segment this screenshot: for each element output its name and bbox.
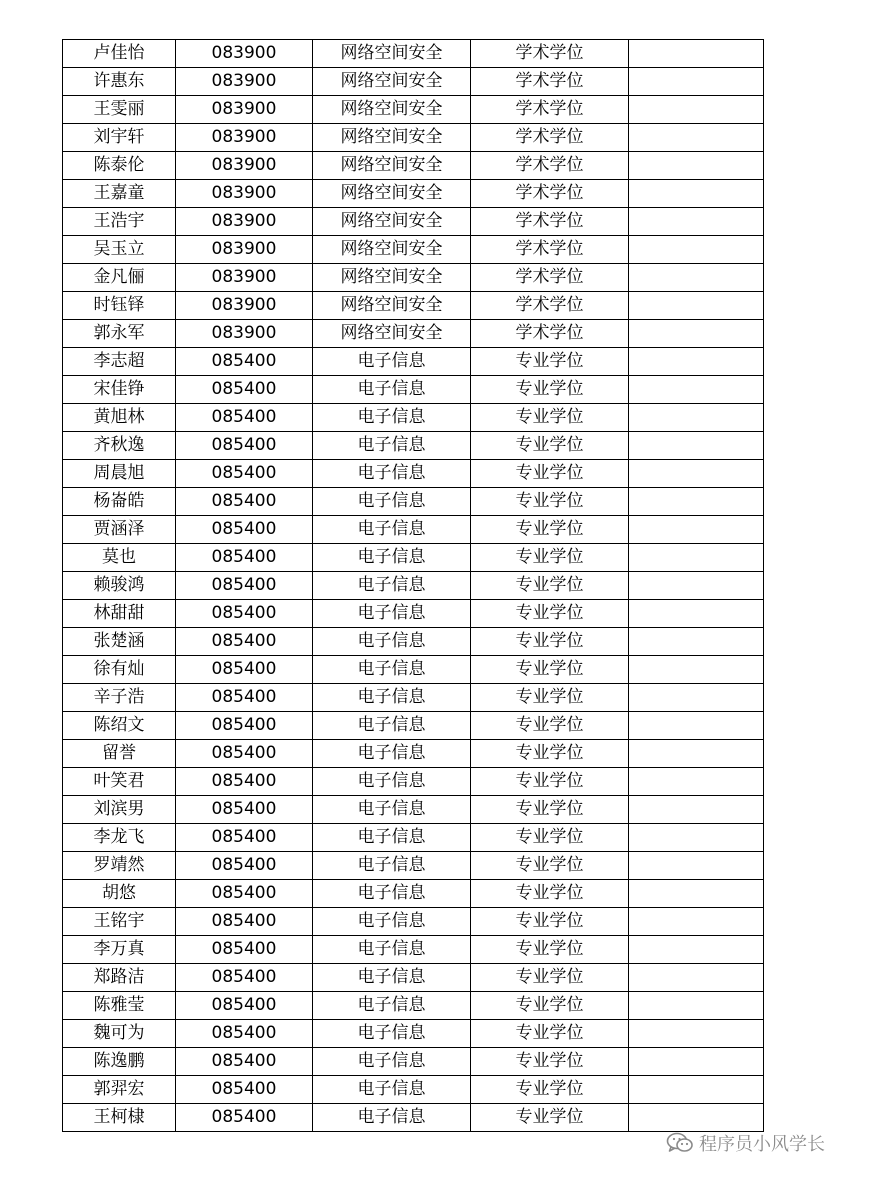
table-row [63,376,764,404]
cell-remarks [629,796,764,824]
cell-remarks [629,488,764,516]
cell-name: 郭羿宏 [63,1076,176,1104]
cell-remarks [629,404,764,432]
cell-remarks [629,516,764,544]
cell-major: 电子信息 [313,600,471,628]
cell-remarks [629,1076,764,1104]
cell-code: 085400 [176,348,313,376]
cell-remarks [629,908,764,936]
cell-name: 王铭宇 [63,908,176,936]
cell-code: 085400 [176,1104,313,1132]
cell-degree-type: 专业学位 [471,404,629,432]
cell-degree-type: 学术学位 [471,236,629,264]
cell-degree-type: 专业学位 [471,936,629,964]
cell-degree-type: 专业学位 [471,992,629,1020]
cell-code: 085400 [176,992,313,1020]
roster-table-body [63,40,764,1132]
cell-remarks [629,964,764,992]
cell-remarks [629,320,764,348]
cell-name: 叶笑君 [63,768,176,796]
table-row [63,712,764,740]
cell-name: 许惠东 [63,68,176,96]
cell-degree-type: 专业学位 [471,600,629,628]
table-row [63,264,764,292]
cell-name: 黄旭林 [63,404,176,432]
cell-name: 王柯棣 [63,1104,176,1132]
cell-code: 085400 [176,824,313,852]
cell-degree-type: 学术学位 [471,180,629,208]
table-row [63,180,764,208]
cell-remarks [629,1048,764,1076]
cell-name: 魏可为 [63,1020,176,1048]
table-row [63,348,764,376]
cell-degree-type: 专业学位 [471,712,629,740]
cell-major: 电子信息 [313,964,471,992]
cell-major: 电子信息 [313,1048,471,1076]
cell-code: 085400 [176,964,313,992]
cell-degree-type: 专业学位 [471,628,629,656]
cell-code: 083900 [176,292,313,320]
wechat-icon [666,1131,694,1155]
cell-code: 085400 [176,712,313,740]
cell-major: 电子信息 [313,628,471,656]
cell-remarks [629,348,764,376]
table-row [63,544,764,572]
cell-major: 电子信息 [313,404,471,432]
table-row [63,40,764,68]
cell-name: 张楚涵 [63,628,176,656]
cell-major: 电子信息 [313,908,471,936]
cell-remarks [629,460,764,488]
table-row [63,740,764,768]
cell-code: 085400 [176,376,313,404]
cell-degree-type: 专业学位 [471,460,629,488]
cell-code: 083900 [176,40,313,68]
table-row [63,1076,764,1104]
cell-major: 电子信息 [313,656,471,684]
cell-code: 085400 [176,628,313,656]
cell-name: 李志超 [63,348,176,376]
cell-degree-type: 学术学位 [471,264,629,292]
cell-name: 罗靖然 [63,852,176,880]
cell-remarks [629,824,764,852]
cell-degree-type: 学术学位 [471,152,629,180]
cell-remarks [629,656,764,684]
table-row [63,600,764,628]
cell-degree-type: 学术学位 [471,320,629,348]
cell-remarks [629,628,764,656]
cell-code: 083900 [176,96,313,124]
cell-code: 083900 [176,320,313,348]
cell-major: 电子信息 [313,544,471,572]
cell-major: 电子信息 [313,1020,471,1048]
cell-degree-type: 专业学位 [471,516,629,544]
cell-major: 网络空间安全 [313,320,471,348]
cell-name: 陈绍文 [63,712,176,740]
cell-degree-type: 专业学位 [471,544,629,572]
cell-degree-type: 专业学位 [471,740,629,768]
cell-major: 电子信息 [313,992,471,1020]
cell-name: 王浩宇 [63,208,176,236]
cell-remarks [629,768,764,796]
cell-name: 徐有灿 [63,656,176,684]
cell-degree-type: 学术学位 [471,292,629,320]
roster-table [62,39,764,1132]
cell-code: 085400 [176,908,313,936]
cell-code: 085400 [176,768,313,796]
table-row [63,292,764,320]
cell-name: 王雯丽 [63,96,176,124]
cell-name: 杨崙皓 [63,488,176,516]
cell-name: 周晨旭 [63,460,176,488]
cell-degree-type: 专业学位 [471,852,629,880]
cell-degree-type: 专业学位 [471,908,629,936]
cell-code: 085400 [176,544,313,572]
cell-code: 085400 [176,740,313,768]
cell-code: 085400 [176,572,313,600]
cell-degree-type: 专业学位 [471,376,629,404]
cell-remarks [629,180,764,208]
table-row [63,1104,764,1132]
cell-name: 时钰铎 [63,292,176,320]
cell-major: 电子信息 [313,1076,471,1104]
cell-code: 085400 [176,684,313,712]
table-row [63,124,764,152]
cell-name: 齐秋逸 [63,432,176,460]
cell-major: 网络空间安全 [313,208,471,236]
cell-name: 郭永军 [63,320,176,348]
cell-remarks [629,432,764,460]
table-row [63,992,764,1020]
table-row [63,404,764,432]
cell-major: 电子信息 [313,880,471,908]
cell-code: 085400 [176,796,313,824]
cell-major: 电子信息 [313,796,471,824]
cell-degree-type: 专业学位 [471,1076,629,1104]
cell-name: 莫也 [63,544,176,572]
table-row [63,516,764,544]
cell-remarks [629,40,764,68]
cell-name: 吴玉立 [63,236,176,264]
cell-degree-type: 专业学位 [471,1048,629,1076]
cell-remarks [629,1020,764,1048]
cell-remarks [629,68,764,96]
table-row [63,880,764,908]
cell-code: 083900 [176,180,313,208]
cell-remarks [629,572,764,600]
cell-code: 085400 [176,1020,313,1048]
cell-remarks [629,880,764,908]
cell-code: 085400 [176,432,313,460]
cell-major: 网络空间安全 [313,180,471,208]
table-row [63,68,764,96]
cell-name: 刘滨男 [63,796,176,824]
cell-degree-type: 学术学位 [471,208,629,236]
cell-remarks [629,152,764,180]
cell-code: 085400 [176,516,313,544]
cell-remarks [629,292,764,320]
cell-major: 电子信息 [313,348,471,376]
cell-major: 网络空间安全 [313,40,471,68]
cell-remarks [629,124,764,152]
cell-name: 辛子浩 [63,684,176,712]
cell-major: 电子信息 [313,852,471,880]
table-row [63,152,764,180]
cell-remarks [629,740,764,768]
cell-code: 083900 [176,68,313,96]
cell-degree-type: 学术学位 [471,124,629,152]
table-row [63,684,764,712]
table-row [63,796,764,824]
cell-degree-type: 专业学位 [471,824,629,852]
table-row [63,936,764,964]
table-row [63,908,764,936]
cell-major: 网络空间安全 [313,236,471,264]
cell-major: 网络空间安全 [313,152,471,180]
table-row [63,460,764,488]
cell-name: 金凡俪 [63,264,176,292]
cell-code: 085400 [176,460,313,488]
cell-remarks [629,208,764,236]
table-row [63,1048,764,1076]
cell-remarks [629,376,764,404]
cell-degree-type: 专业学位 [471,768,629,796]
cell-degree-type: 专业学位 [471,572,629,600]
cell-name: 刘宇轩 [63,124,176,152]
table-row [63,964,764,992]
cell-code: 085400 [176,488,313,516]
cell-name: 卢佳怡 [63,40,176,68]
cell-remarks [629,264,764,292]
cell-name: 赖骏鸿 [63,572,176,600]
cell-major: 电子信息 [313,684,471,712]
cell-code: 083900 [176,236,313,264]
cell-major: 电子信息 [313,1104,471,1132]
cell-code: 085400 [176,600,313,628]
cell-degree-type: 专业学位 [471,1020,629,1048]
table-row [63,1020,764,1048]
cell-degree-type: 专业学位 [471,964,629,992]
cell-name: 陈泰伦 [63,152,176,180]
cell-degree-type: 专业学位 [471,880,629,908]
cell-name: 王嘉童 [63,180,176,208]
cell-major: 电子信息 [313,936,471,964]
cell-code: 083900 [176,124,313,152]
cell-remarks [629,96,764,124]
cell-remarks [629,236,764,264]
table-row [63,572,764,600]
cell-name: 陈逸鹏 [63,1048,176,1076]
cell-major: 电子信息 [313,712,471,740]
cell-major: 电子信息 [313,572,471,600]
cell-code: 085400 [176,656,313,684]
cell-major: 电子信息 [313,488,471,516]
cell-name: 宋佳铮 [63,376,176,404]
cell-name: 胡悠 [63,880,176,908]
cell-major: 网络空间安全 [313,96,471,124]
watermark-text: 程序员小风学长 [699,1134,825,1155]
cell-major: 电子信息 [313,460,471,488]
cell-degree-type: 专业学位 [471,432,629,460]
cell-remarks [629,992,764,1020]
cell-degree-type: 专业学位 [471,796,629,824]
cell-major: 网络空间安全 [313,68,471,96]
cell-name: 李龙飞 [63,824,176,852]
cell-remarks [629,936,764,964]
table-row [63,432,764,460]
cell-major: 电子信息 [313,516,471,544]
cell-name: 留誉 [63,740,176,768]
table-row [63,628,764,656]
cell-name: 郑路洁 [63,964,176,992]
cell-code: 083900 [176,264,313,292]
cell-code: 085400 [176,1048,313,1076]
table-row [63,852,764,880]
cell-degree-type: 专业学位 [471,348,629,376]
table-row [63,824,764,852]
cell-remarks [629,544,764,572]
cell-code: 085400 [176,936,313,964]
cell-major: 电子信息 [313,376,471,404]
cell-major: 电子信息 [313,432,471,460]
cell-major: 电子信息 [313,740,471,768]
cell-major: 网络空间安全 [313,124,471,152]
cell-remarks [629,600,764,628]
cell-remarks [629,712,764,740]
cell-code: 083900 [176,208,313,236]
cell-name: 陈雅莹 [63,992,176,1020]
cell-remarks [629,684,764,712]
table-row [63,96,764,124]
cell-name: 李万真 [63,936,176,964]
cell-degree-type: 学术学位 [471,40,629,68]
cell-major: 网络空间安全 [313,292,471,320]
cell-major: 网络空间安全 [313,264,471,292]
cell-code: 085400 [176,880,313,908]
watermark [666,1127,825,1159]
cell-major: 电子信息 [313,824,471,852]
cell-code: 085400 [176,852,313,880]
table-row [63,656,764,684]
cell-code: 085400 [176,1076,313,1104]
cell-degree-type: 专业学位 [471,656,629,684]
cell-name: 林甜甜 [63,600,176,628]
cell-major: 电子信息 [313,768,471,796]
cell-remarks [629,852,764,880]
cell-code: 083900 [176,152,313,180]
table-row [63,320,764,348]
cell-name: 贾涵泽 [63,516,176,544]
table-row [63,768,764,796]
cell-degree-type: 专业学位 [471,684,629,712]
cell-degree-type: 学术学位 [471,96,629,124]
table-row [63,488,764,516]
cell-degree-type: 专业学位 [471,1104,629,1132]
cell-degree-type: 专业学位 [471,488,629,516]
cell-code: 085400 [176,404,313,432]
cell-degree-type: 学术学位 [471,68,629,96]
table-row [63,236,764,264]
table-row [63,208,764,236]
